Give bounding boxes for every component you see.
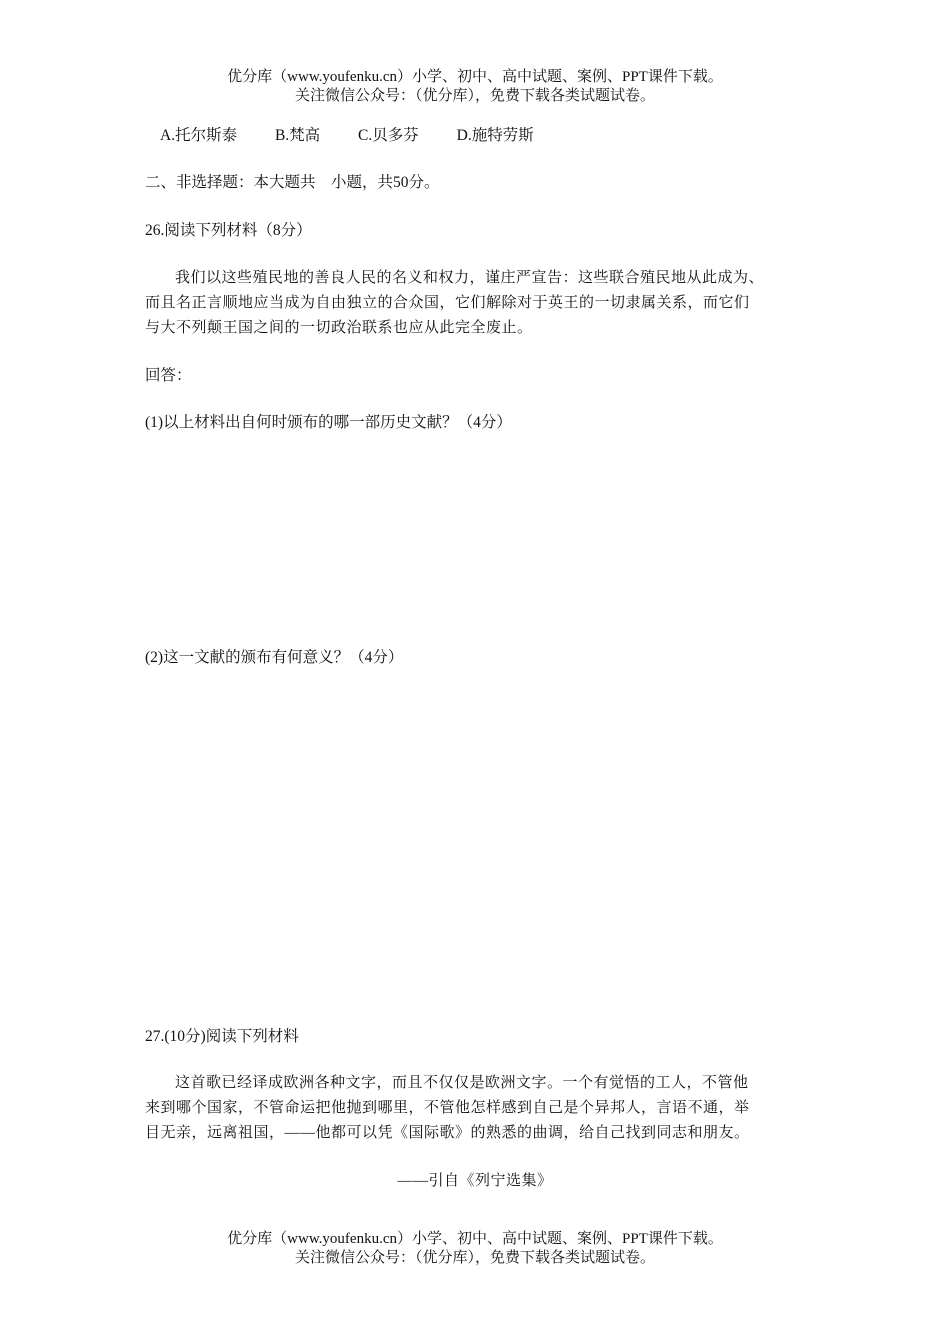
footer-line-2: 关注微信公众号：（优分库），免费下载各类试题试卷。 <box>294 1250 655 1266</box>
question-25-options <box>160 126 534 146</box>
answer-label: 回答： <box>145 367 192 384</box>
material-line: 目无亲，远离祖国，——他都可以凭《国际歌》的熟悉的曲调，给自己找到同志和朋友。 <box>145 1125 750 1141</box>
header-line-2: 关注微信公众号：（优分库），免费下载各类试题试卷。 <box>294 88 655 104</box>
question-27-title: 27.(10分)阅读下列材料 <box>145 1028 299 1045</box>
page-footer <box>0 1230 950 1268</box>
footer-line-1: 优分库（www.youfenku.cn）小学、初中、高中试题、案例、PPT课件下载。 <box>227 1231 723 1247</box>
material-line: 而且名正言顺地应当成为自由独立的合众国，它们解除对于英王的一切隶属关系，而它们 <box>145 295 750 311</box>
material-line: 来到哪个国家，不管命运把他抛到哪里，不管他怎样感到自己是个异邦人，言语不通，举 <box>145 1100 750 1116</box>
question-26-material <box>145 266 815 341</box>
question-26-title: 26.阅读下列材料（8分） <box>145 222 312 239</box>
citation: ——引自《列宁选集》 <box>397 1173 553 1189</box>
question-26-sub-1: (1)以上材料出自何时颁布的哪一部历史文献？（4分） <box>145 414 512 431</box>
option-d: D.施特劳斯 <box>456 127 534 144</box>
option-b: B.梵高 <box>274 127 321 144</box>
option-a: A.托尔斯泰 <box>160 127 238 144</box>
page-header <box>0 68 950 106</box>
material-line: 我们以这些殖民地的善良人民的名义和权力，谨庄严宣告：这些联合殖民地从此成为、 <box>175 270 765 286</box>
question-27-material <box>145 1071 815 1146</box>
material-line: 与大不列颠王国之间的一切政治联系也应从此完全废止。 <box>145 320 533 336</box>
material-line: 这首歌已经译成欧洲各种文字，而且不仅仅是欧洲文字。一个有觉悟的工人，不管他 <box>175 1075 749 1091</box>
question-26-sub-2: (2)这一文献的颁布有何意义？（4分） <box>145 649 404 666</box>
section-2-title: 二、非选择题：本大题共 小题，共50分。 <box>145 174 440 191</box>
option-c: C.贝多芬 <box>358 127 419 144</box>
header-line-1: 优分库（www.youfenku.cn）小学、初中、高中试题、案例、PPT课件下载。 <box>227 69 723 85</box>
